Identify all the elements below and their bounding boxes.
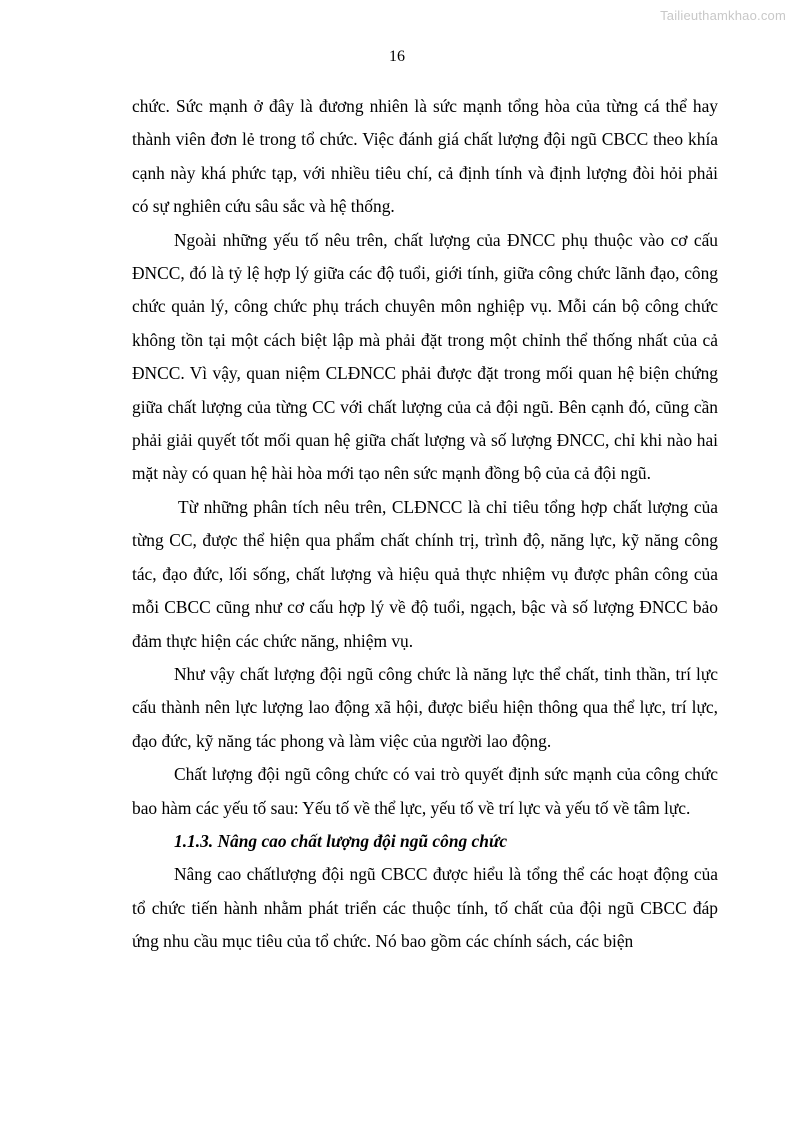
paragraph-role: Chất lượng đội ngũ công chức có vai trò quyết định sức mạnh của công chức bao hàm các yếu tố sau: Yếu tố về thể lực, yếu tố về trí lực và yếu tố về tâm lực. <box>132 764 718 818</box>
section-heading: 1.1.3. Nâng cao chất lượng đội ngũ công chức <box>174 830 508 851</box>
paragraph-continuation: chức. Sức mạnh ở đây là đương nhiên là sức mạnh tổng hòa của từng cá thể hay thành viên đơn lẻ trong tổ chức. Việc đánh giá chất lượng đội ngũ CBCC theo khía cạnh này khá phức tạp, với nhiều tiêu chí, cả định tính và định lượng đòi hỏi phải có sự nghiên cứu sâu sắc và hệ thống. <box>132 96 718 217</box>
watermark-text: Tailieuthamkhao.com <box>660 8 786 23</box>
document-body <box>132 90 718 959</box>
paragraph-definition: Từ những phân tích nêu trên, CLĐNCC là chỉ tiêu tổng hợp chất lượng của từng CC, được thể hiện qua phẩm chất chính trị, trình độ, năng lực, kỹ năng công tác, đạo đức, lối sống, chất lượng và hiệu quả thực nhiệm vụ được phân công của mỗi CBCC cũng như cơ cấu hợp lý về độ tuổi, ngạch, bậc và số lượng ĐNCC bảo đảm thực hiện các chức năng, nhiệm vụ. <box>132 496 718 651</box>
paragraph-enhancement: Nâng cao chấtlượng đội ngũ CBCC được hiểu là tổng thể các hoạt động của tổ chức tiến hành nhằm phát triển các thuộc tính, tố chất của đội ngũ CBCC đáp ứng nhu cầu mục tiêu của tổ chức. Nó bao gồm các chính sách, các biện <box>132 864 718 952</box>
paragraph-summary: Như vậy chất lượng đội ngũ công chức là năng lực thể chất, tinh thần, trí lực cấu thành nên lực lượng lao động xã hội, được biểu hiện thông qua thể lực, trí lực, đạo đức, kỹ năng tác phong và làm việc của người lao động. <box>132 663 718 751</box>
page-number: 16 <box>389 48 405 65</box>
paragraph-structure: Ngoài những yếu tố nêu trên, chất lượng của ĐNCC phụ thuộc vào cơ cấu ĐNCC, đó là tỷ lệ hợp lý giữa các độ tuổi, giới tính, giữa công chức lãnh đạo, công chức quản lý, công chức phụ trách chuyên môn nghiệp vụ. Mỗi cán bộ công chức không tồn tại một cách biệt lập mà phải đặt trong một chỉnh thể thống nhất của cả ĐNCC. Vì vậy, quan niệm CLĐNCC phải được đặt trong mối quan hệ biện chứng giữa chất lượng của từng CC với chất lượng của cả đội ngũ. Bên cạnh đó, cũng cần phải giải quyết tốt mối quan hệ giữa chất lượng và số lượng ĐNCC, chỉ khi nào hai mặt này có quan hệ hài hòa mới tạo nên sức mạnh đồng bộ của cả đội ngũ. <box>132 229 718 484</box>
